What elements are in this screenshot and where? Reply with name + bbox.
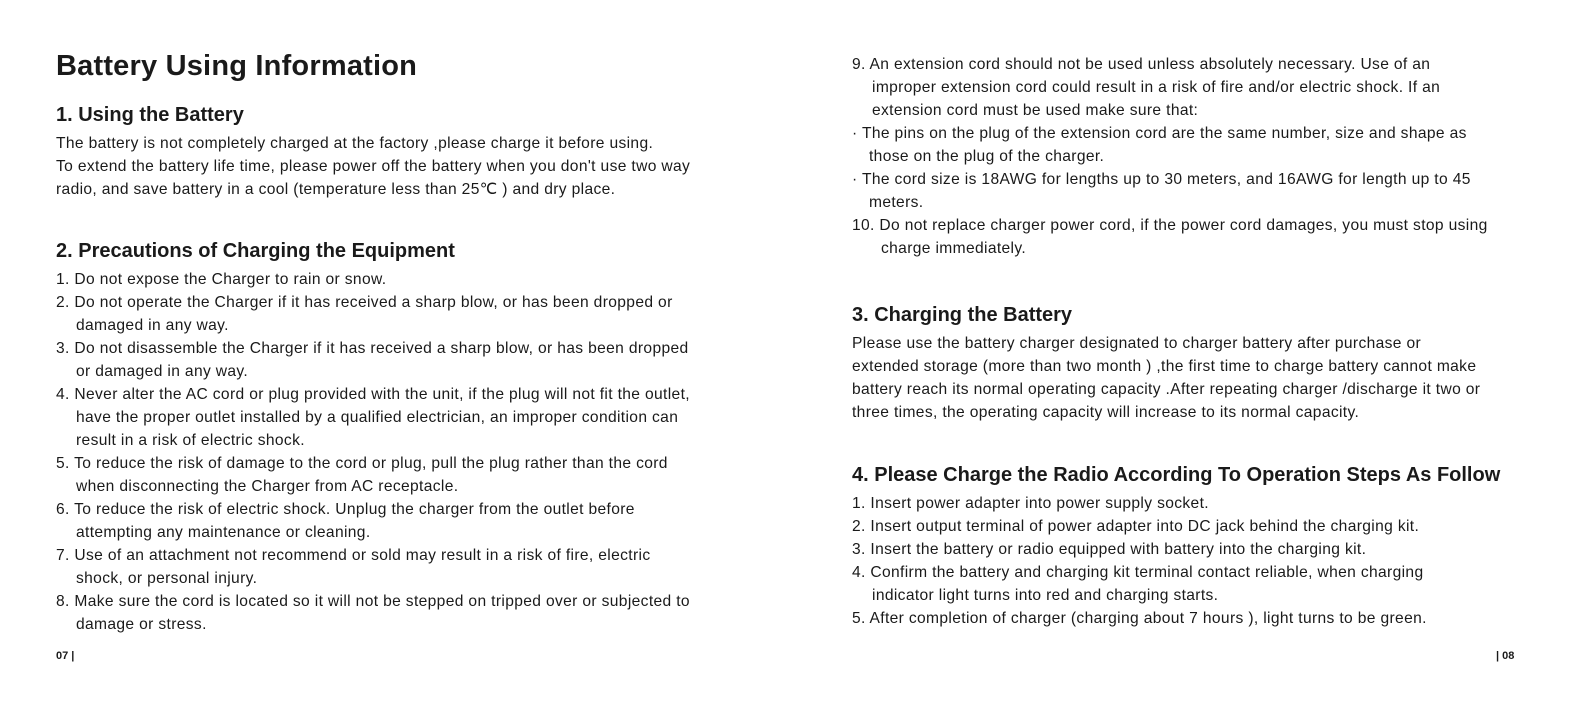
list-item: [56, 337, 756, 383]
list-item-line: 3. Do not disassemble the Charger if it has received a sharp blow, or has been dropped: [56, 340, 689, 357]
paragraph-line: battery reach its normal operating capacity .After repeating charger /discharge it two or: [852, 381, 1481, 398]
precautions-list-continued: [852, 53, 1552, 260]
list-item-line: 4. Never alter the AC cord or plug provided with the unit, if the plug will not fit the outlet,: [56, 386, 690, 403]
list-item: [852, 122, 1552, 168]
list-item: [56, 291, 756, 337]
list-item-line: when disconnecting the Charger from AC receptacle.: [76, 478, 459, 495]
list-item-line: 1. Insert power adapter into power supply socket.: [852, 495, 1209, 512]
charging-battery-paragraph: [852, 332, 1552, 424]
list-item-line: indicator light turns into red and charging starts.: [872, 587, 1219, 604]
list-item: [852, 214, 1552, 260]
section-heading-operation-steps: 4. Please Charge the Radio According To Operation Steps As Follow: [852, 464, 1501, 486]
paragraph-line: extended storage (more than two month ) ,the first time to charge battery cannot make: [852, 358, 1477, 375]
list-item: [852, 515, 1552, 538]
list-item-line: improper extension cord could result in a risk of fire and/or electric shock. If an: [872, 79, 1441, 96]
list-item-line: 1. Do not expose the Charger to rain or snow.: [56, 271, 387, 288]
list-item-line: or damaged in any way.: [76, 363, 249, 380]
list-item: [852, 561, 1552, 607]
list-item-line: 6. To reduce the risk of electric shock. Unplug the charger from the outlet before: [56, 501, 635, 518]
section-heading-using-battery: 1. Using the Battery: [56, 104, 244, 126]
paragraph-line: three times, the operating capacity will increase to its normal capacity.: [852, 404, 1360, 421]
page-number-right: | 08: [1496, 650, 1515, 662]
list-item: [852, 492, 1552, 515]
right-page: [852, 0, 1542, 709]
list-item-line: extension cord must be used make sure that:: [872, 102, 1199, 119]
list-item: [56, 383, 756, 452]
list-item-line: 3. Insert the battery or radio equipped with battery into the charging kit.: [852, 541, 1367, 558]
paragraph-line: radio, and save battery in a cool (temperature less than 25℃ ) and dry place.: [56, 181, 616, 198]
list-item: [56, 498, 756, 544]
left-page: [56, 0, 746, 709]
page-title: Battery Using Information: [56, 50, 418, 82]
list-item: [56, 590, 756, 636]
page-number-left: 07 |: [56, 650, 75, 662]
list-item-line: damage or stress.: [76, 616, 207, 633]
list-item-line: 8. Make sure the cord is located so it will not be stepped on tripped over or subjected to: [56, 593, 690, 610]
section-heading-charging-battery: 3. Charging the Battery: [852, 304, 1073, 326]
section-heading-precautions: 2. Precautions of Charging the Equipment: [56, 240, 455, 262]
list-item-line: charge immediately.: [881, 240, 1027, 257]
precautions-list: [56, 268, 756, 636]
list-item-line: have the proper outlet installed by a qualified electrician, an improper condition can: [76, 409, 679, 426]
list-item: [56, 544, 756, 590]
list-item-line: damaged in any way.: [76, 317, 229, 334]
list-item: [852, 53, 1552, 122]
paragraph-line: Please use the battery charger designated to charger battery after purchase or: [852, 335, 1422, 352]
list-item-line: result in a risk of electric shock.: [76, 432, 305, 449]
list-item-line: · The pins on the plug of the extension cord are the same number, size and shape as: [852, 125, 1467, 142]
operation-steps-list: [852, 492, 1552, 630]
list-item: [852, 607, 1552, 630]
list-item-line: 7. Use of an attachment not recommend or sold may result in a risk of fire, electric: [56, 547, 651, 564]
list-item-line: meters.: [869, 194, 924, 211]
paragraph-line: To extend the battery life time, please power off the battery when you don't use two way: [56, 158, 691, 175]
list-item-line: 2. Do not operate the Charger if it has received a sharp blow, or has been dropped or: [56, 294, 673, 311]
list-item-line: 4. Confirm the battery and charging kit terminal contact reliable, when charging: [852, 564, 1424, 581]
list-item-line: · The cord size is 18AWG for lengths up to 30 meters, and 16AWG for length up to 45: [852, 171, 1471, 188]
list-item-line: shock, or personal injury.: [76, 570, 258, 587]
using-battery-paragraph: [56, 132, 756, 201]
list-item: [852, 168, 1552, 214]
list-item: [852, 538, 1552, 561]
list-item-line: 5. To reduce the risk of damage to the cord or plug, pull the plug rather than the cord: [56, 455, 668, 472]
list-item-line: those on the plug of the charger.: [869, 148, 1105, 165]
list-item: [56, 268, 756, 291]
list-item-line: 5. After completion of charger (charging about 7 hours ), light turns to be green.: [852, 610, 1427, 627]
list-item-line: attempting any maintenance or cleaning.: [76, 524, 371, 541]
paragraph-line: The battery is not completely charged at the factory ,please charge it before using.: [56, 135, 654, 152]
list-item: [56, 452, 756, 498]
list-item-line: 9. An extension cord should not be used unless absolutely necessary. Use of an: [852, 56, 1431, 73]
list-item-line: 10. Do not replace charger power cord, if the power cord damages, you must stop using: [852, 217, 1488, 234]
list-item-line: 2. Insert output terminal of power adapter into DC jack behind the charging kit.: [852, 518, 1420, 535]
